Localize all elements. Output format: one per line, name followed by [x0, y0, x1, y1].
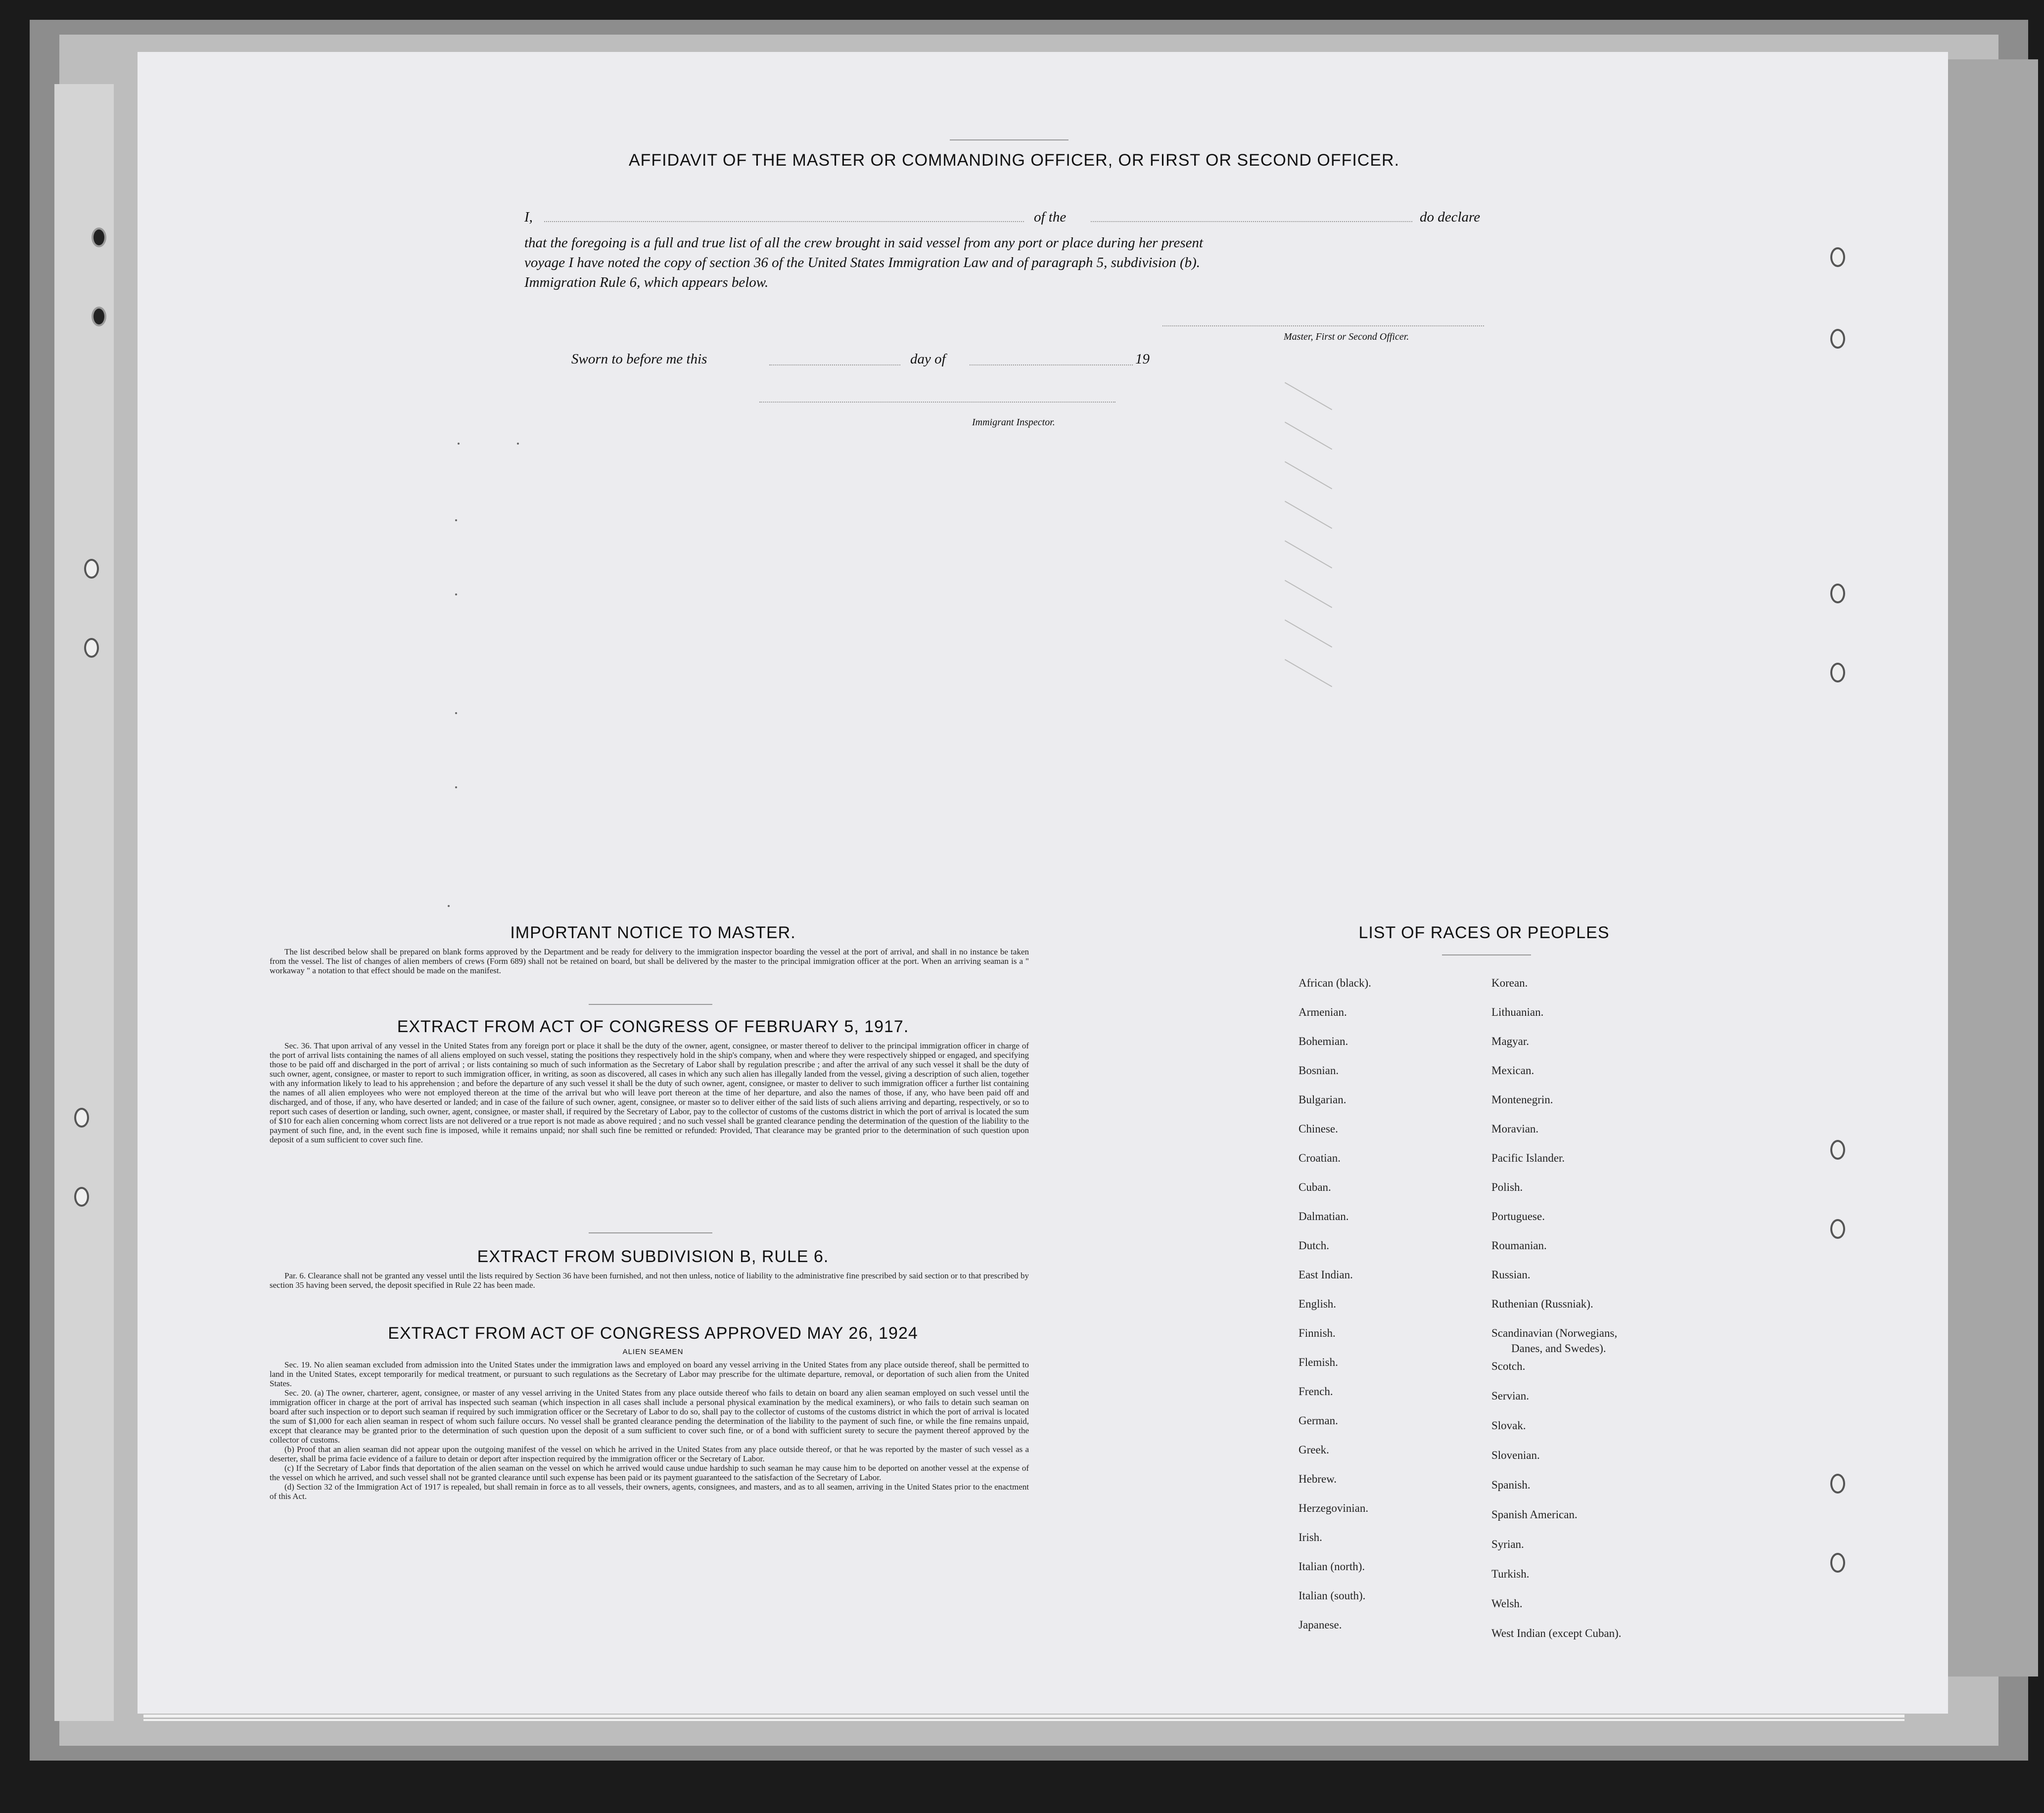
race-right-7: Pacific Islander. [1491, 1152, 1565, 1164]
binder-hole [74, 1108, 89, 1128]
page-hole [1830, 1553, 1845, 1573]
page-hole [1830, 1219, 1845, 1239]
race-right-14: Scotch. [1491, 1360, 1526, 1372]
vessel-blank[interactable] [1091, 221, 1412, 222]
race-left-6: Chinese. [1299, 1123, 1338, 1135]
divider [589, 1004, 712, 1005]
page-hole [1830, 1474, 1845, 1494]
race-left-5: Bulgarian. [1299, 1093, 1347, 1106]
race-right-10: Roumanian. [1491, 1239, 1547, 1252]
race-left-10: Dutch. [1299, 1239, 1329, 1252]
notice-text [270, 947, 1029, 975]
signature-caption: Master, First or Second Officer. [1284, 331, 1409, 342]
race-left-17: Greek. [1299, 1444, 1329, 1456]
act1924-sec20d: (d) Section 32 of the Immigration Act of 1917 is repealed, but shall remain in force as to all vessels, their owners, agents, consignees, and masters, and as to all seamen, arriving in the United States prior to the enactment of this Act. [270, 1482, 1029, 1501]
race-left-1: African (black). [1299, 977, 1371, 989]
race-right-6: Moravian. [1491, 1123, 1539, 1135]
race-right-1: Korean. [1491, 977, 1528, 989]
affidavit-of-the-label: of the [1034, 209, 1067, 225]
rule6-heading: EXTRACT FROM SUBDIVISION B, RULE 6. [477, 1247, 829, 1266]
ink-dot [517, 443, 519, 445]
race-right-21: Turkish. [1491, 1568, 1530, 1580]
ink-dot [455, 593, 457, 595]
affidavit-line4: Immigration Rule 6, which appears below. [524, 274, 769, 290]
race-right-16: Slovak. [1491, 1419, 1526, 1432]
binder-strip [54, 84, 114, 1721]
page-hole [1830, 329, 1845, 349]
act1924-sec20c: (c) If the Secretary of Labor finds that deportation of the alien seaman on the vessel on which he arrived would cause undue hardship to such seaman he may cause him to be deported on another vessel at the expense of the vessel on which he arrived, and such vessel shall not be granted clearance until such expense has been paid or its payment guaranteed to the satisfaction of the Secretary of Labor. [270, 1463, 1029, 1482]
notice-paragraph: The list described below shall be prepared on blank forms approved by the Department and be ready for delivery to the immigration inspector boarding the vessel at the port of arrival, and shall in no instance be taken from the vessel. The list of changes of alien members of crews (Form 689) shall not be retained on board, but shall be delivered by the master to the principal immigration officer at the port. When an arriving seaman is a " workaway " a notation to that effect should be made on the manifest. [270, 947, 1029, 975]
race-right-23: West Indian (except Cuban). [1491, 1627, 1622, 1639]
race-right-20: Syrian. [1491, 1538, 1524, 1550]
race-right-8: Polish. [1491, 1181, 1523, 1193]
binder-hole [92, 227, 106, 247]
inspector-blank[interactable] [759, 402, 1115, 403]
race-left-14: Flemish. [1299, 1356, 1338, 1368]
races-heading: LIST OF RACES OR PEOPLES [1358, 923, 1610, 942]
sworn-label: Sworn to before me this [571, 351, 707, 367]
sworn-day-blank[interactable] [769, 364, 900, 365]
race-left-23: Japanese. [1299, 1619, 1342, 1631]
ink-dot [455, 712, 457, 714]
race-right-9: Portuguese. [1491, 1210, 1545, 1223]
race-right-13-cont: Danes, and Swedes). [1511, 1342, 1606, 1355]
rule6-text [270, 1271, 1029, 1290]
act1924-sec20b: (b) Proof that an alien seaman did not appear upon the outgoing manifest of the vessel on which he arrived in the United States from any place outside thereof, or that he was reported by the master of such vessel as a deserter, shall be prima facie evidence of a failure to detain or deport after inspection required by the immigration officer or the Secretary of Labor. [270, 1445, 1029, 1463]
affidavit-line2: that the foregoing is a full and true list of all the crew brought in said vessel from any port or place during her present [524, 235, 1204, 251]
race-left-4: Bosnian. [1299, 1064, 1339, 1077]
ink-dot [455, 519, 457, 521]
race-left-8: Cuban. [1299, 1181, 1331, 1193]
race-left-20: Irish. [1299, 1531, 1322, 1543]
race-left-16: German. [1299, 1414, 1338, 1427]
affidavit-declare-label: do declare [1420, 209, 1481, 225]
binder-hole [74, 1187, 89, 1207]
race-left-7: Croatian. [1299, 1152, 1341, 1164]
act1917-text [270, 1041, 1029, 1144]
binder-hole [84, 559, 99, 579]
divider [1442, 954, 1531, 955]
page-hole [1830, 663, 1845, 682]
act1924-sec19: Sec. 19. No alien seaman excluded from admission into the United States under the immigration laws and employed on board any vessel arriving in the United States from any place outside thereof, shall be permitted to land in the United States, except temporarily for medical treatment, or pursuant to such regulations as the Secretary of Labor may prescribe for the ultimate departure, removal, or deportation of such alien from the United States. [270, 1360, 1029, 1388]
race-left-2: Armenian. [1299, 1006, 1347, 1018]
affidavit-i-label: I, [524, 209, 533, 225]
act1924-sec20a: Sec. 20. (a) The owner, charterer, agent, consignee, or master of any vessel arriving in the United States from any place outside thereof who fails to detain on board any alien seaman employed on such vessel until the immigration officer in charge at the port of arrival has inspected such seaman (which inspection in all cases shall include a personal physical examination by the medical examiners), or who fails to detain such seaman on board after such inspection or to deport such seaman if required by such immigration officer or the Secretary of Labor to do so, shall pay to the collector of customs of the customs district in which the port of arrival is located the sum of $1,000 for each alien seaman in respect of whom such failure occurs. No vessel shall be granted clearance pending the determination of the liability to the payment of such fine, or while the fine remains unpaid, except that clearance may be granted prior to the determination of such question upon the deposit of a sum sufficient to cover such fine, or of a bond with sufficient surety to secure the payment thereof approved by the collector of customs. [270, 1388, 1029, 1445]
race-right-5: Montenegrin. [1491, 1093, 1553, 1106]
year-label: 19 [1135, 351, 1150, 367]
act1917-heading: EXTRACT FROM ACT OF CONGRESS OF FEBRUARY 5, 1917. [397, 1017, 909, 1036]
right-binding-edge [1944, 59, 2038, 1677]
binder-hole [84, 638, 99, 658]
divider [950, 139, 1068, 140]
rule6-paragraph: Par. 6. Clearance shall not be granted any vessel until the lists required by Section 36 have been furnished, and not then unless, notice of liability to the administrative fine prescribed by said section or to that prescribed by section 35 having been served, the deposit specified in Rule 22 has been made. [270, 1271, 1029, 1290]
race-right-4: Mexican. [1491, 1064, 1534, 1077]
race-right-12: Ruthenian (Russniak). [1491, 1298, 1593, 1310]
notice-heading: IMPORTANT NOTICE TO MASTER. [510, 923, 796, 942]
binder-hole [92, 307, 106, 326]
race-right-2: Lithuanian. [1491, 1006, 1544, 1018]
ink-dot [455, 786, 457, 788]
race-right-18: Spanish. [1491, 1479, 1531, 1491]
race-right-22: Welsh. [1491, 1597, 1523, 1610]
act1924-heading: EXTRACT FROM ACT OF CONGRESS APPROVED MAY 26, 1924 [388, 1324, 918, 1343]
race-right-15: Servian. [1491, 1390, 1530, 1402]
inspector-caption: Immigrant Inspector. [972, 417, 1055, 428]
ink-dot [448, 905, 450, 907]
page-hole [1830, 584, 1845, 603]
race-right-19: Spanish American. [1491, 1508, 1578, 1521]
affidavit-line3: voyage I have noted the copy of section 36 of the United States Immigration Law and of paragraph 5, subdivision (b). [524, 255, 1201, 271]
race-left-13: Finnish. [1299, 1327, 1336, 1339]
page-hole [1830, 247, 1845, 267]
race-left-12: English. [1299, 1298, 1337, 1310]
signature-blank[interactable] [1162, 325, 1484, 326]
page-hole [1830, 1140, 1845, 1160]
race-left-22: Italian (south). [1299, 1589, 1366, 1602]
race-right-11: Russian. [1491, 1269, 1531, 1281]
race-left-9: Dalmatian. [1299, 1210, 1349, 1223]
race-left-3: Bohemian. [1299, 1035, 1348, 1047]
race-left-18: Hebrew. [1299, 1473, 1337, 1485]
race-left-19: Herzegovinian. [1299, 1502, 1369, 1514]
act1924-subheading: ALIEN SEAMEN [622, 1348, 684, 1356]
affidavit-title: AFFIDAVIT OF THE MASTER OR COMMANDING OFFICER, OR FIRST OR SECOND OFFICER. [628, 151, 1400, 170]
name-blank[interactable] [544, 221, 1024, 222]
race-right-13: Scandinavian (Norwegians, [1491, 1327, 1618, 1339]
act1917-paragraph: Sec. 36. That upon arrival of any vessel in the United States from any foreign port or place it shall be the duty of the owner, agent, consignee, or master thereof to deliver to the principal immigration officer in charge of the port of arrival lists containing the names of all aliens employed on such vessel, stating the positions they respectively hold in the ship's company, when and where they were respectively shipped or engaged, and specifying those to be paid off and discharged in the port of arrival ; or lists containing so much of such information as the Secretary of Labor shall by regulation prescribe ; and after the arrival of any such vessel it shall be the duty of such owner, agent, consignee, or master to report to such immigration officer, in writing, as soon as discovered, all cases in which any such alien has illegally landed from the vessel, giving a description of such alien, together with any information likely to lead to his apprehension ; and before the departure of any such vessel it shall be the duty of such owner, agent, consignee, or master to deliver to such immigration officer a further list containing the names of all alien employees who were not employed thereon at the time of the arrival but who will leave port thereon at the time of her departure, and also the names of those, if any, who have been paid off and discharged, and of those, if any, who have deserted or landed; and in case of the failure of such owner, agent, consignee, or master so to deliver either of the said lists of such aliens arriving and departing, respectively, or so to report such cases of desertion or landing, such owner, agent, consignee, or master shall, if required by the Secretary of Labor, pay to the collector of customs of the customs district in which the port of arrival is located the sum of $10 for each alien concerning whom correct lists are not delivered or a true report is not made as above required ; and no such vessel shall be granted clearance pending the determination of the question of the liability to the payment of such fine, and, in the event such fine is imposed, while it remains unpaid; nor shall such fine be remitted or refunded: Provided, That clearance may be granted prior to the determination of such question upon deposit of a sum sufficient to cover such fine. [270, 1041, 1029, 1144]
ink-dot [458, 443, 460, 445]
race-left-21: Italian (north). [1299, 1560, 1365, 1573]
race-right-3: Magyar. [1491, 1035, 1530, 1047]
act1924-text [270, 1360, 1029, 1501]
race-right-17: Slovenian. [1491, 1449, 1540, 1461]
race-left-15: French. [1299, 1385, 1333, 1398]
day-of-label: day of [910, 351, 946, 367]
race-left-11: East Indian. [1299, 1269, 1353, 1281]
sworn-month-blank[interactable] [970, 364, 1133, 365]
divider [589, 1232, 712, 1233]
